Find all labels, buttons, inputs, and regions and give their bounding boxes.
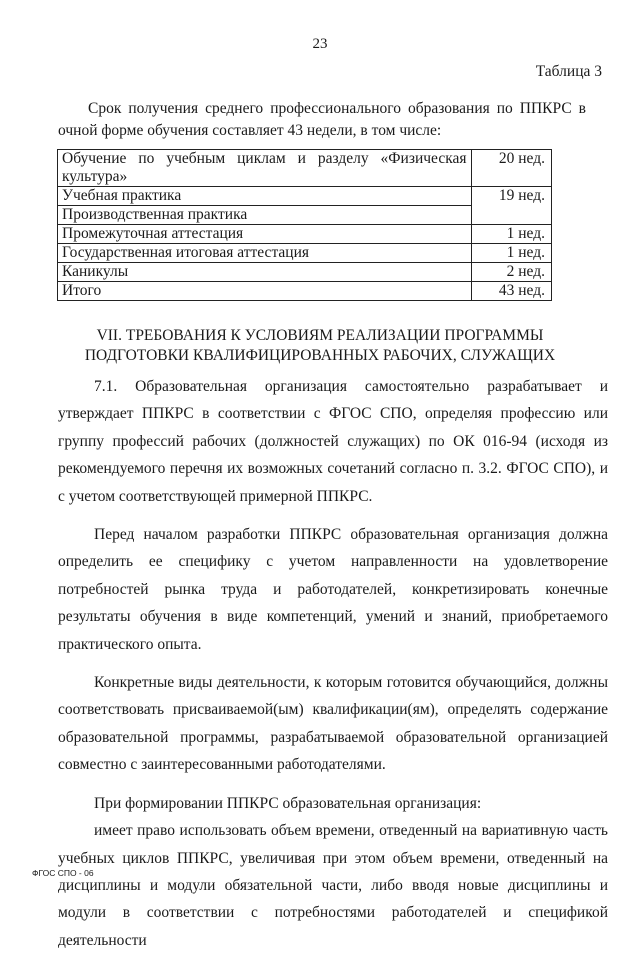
row-value: 43 нед. — [471, 282, 551, 301]
weeks-table — [57, 149, 552, 301]
row-name: Обучение по учебным циклам и разделу «Физическая культура» — [58, 150, 472, 187]
row-name: Учебная практика — [58, 187, 472, 206]
table-row — [58, 150, 552, 187]
paragraph: Перед началом разработки ППКРС образовательная организация должна определить ее специфику с учетом направленности на удовлетворение потребностей рынка труда и работодателей, конкретизировать конечные результаты обучения в виде компетенций, умений и знаний, приобретаемого практического опыта. — [58, 526, 608, 653]
paragraph: имеет право использовать объем времени, отведенный на вариативную часть учебных циклов ППКРС, увеличивая при этом объем времени, отведенный на дисциплины и модули обязательной части, либо вводя новые дисциплины и модули в соответствии с потребностями работодателей и спецификой деятельности — [58, 822, 608, 949]
row-value: 2 нед. — [471, 263, 551, 282]
section-title-line: VII. ТРЕБОВАНИЯ К УСЛОВИЯМ РЕАЛИЗАЦИИ ПРОГРАММЫ — [96, 327, 544, 344]
row-value: 20 нед. — [471, 150, 551, 187]
paragraph: 7.1. Образовательная организация самостоятельно разрабатывает и утверждает ППКРС в соответствии с ФГОС СПО, определяя профессию или группу профессий рабочих (должностей служащих) по ОК 016-94 (исходя из рекомендуемого перечня их возможных сочетаний согласно п. 3.2. ФГОС СПО), и с учетом соответствующей примерной ППКРС. — [58, 378, 608, 505]
row-name: Каникулы — [58, 263, 472, 282]
body-text — [58, 373, 608, 954]
table-row — [58, 244, 552, 263]
paragraph: При формировании ППКРС образовательная организация: — [94, 794, 482, 812]
section-title — [0, 326, 640, 366]
row-value: 1 нед. — [471, 244, 551, 263]
row-name: Итого — [58, 282, 472, 301]
footer-code: ФГОС СПО - 06 — [32, 868, 94, 878]
page-number: 23 — [312, 36, 328, 52]
row-value: 19 нед. — [471, 187, 551, 225]
intro-paragraph: Срок получения среднего профессионального образования по ППКРС в очной форме обучения составляет 43 недели, в том числе: — [58, 100, 586, 139]
row-name: Государственная итоговая аттестация — [58, 244, 472, 263]
paragraph: Конкретные виды деятельности, к которым готовится обучающийся, должны соответствовать присваиваемой(ым) квалификации(ям), определять содержание образовательной программы, разрабатываемой образовательной организацией совместно с заинтересованными работодателями. — [58, 674, 608, 774]
table-row — [58, 187, 552, 206]
row-name: Промежуточная аттестация — [58, 225, 472, 244]
table-row — [58, 263, 552, 282]
table-label: Таблица 3 — [535, 63, 602, 80]
row-name: Производственная практика — [58, 206, 472, 225]
section-title-line: ПОДГОТОВКИ КВАЛИФИЦИРОВАННЫХ РАБОЧИХ, СЛУЖАЩИХ — [84, 347, 556, 364]
table-row — [58, 225, 552, 244]
row-value: 1 нед. — [471, 225, 551, 244]
table-row — [58, 282, 552, 301]
